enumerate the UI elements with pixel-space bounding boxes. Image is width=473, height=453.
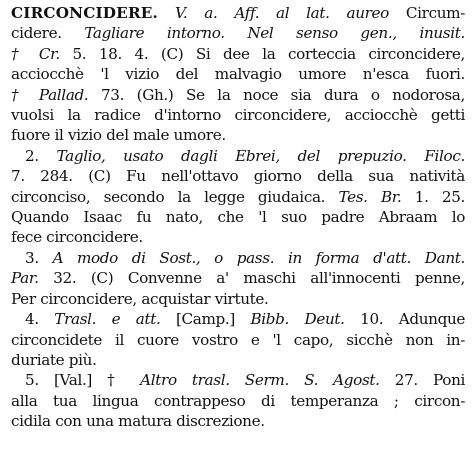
entry-line-17 [11, 330, 465, 350]
citation-source: † Pallad. [11, 85, 89, 104]
citation-text: Per circoncidere, acquistar virtute. [11, 289, 269, 308]
citation-text: circonciso, secondo la legge giudaica. [11, 187, 326, 206]
entry-line-21 [11, 411, 465, 431]
entry-line-7 [11, 125, 465, 145]
entry-line-15 [11, 289, 465, 309]
citation-text: 10. Adunque [360, 310, 466, 329]
sense-definition: A modo di Sost., o pass. in forma d'att. Dant. [52, 248, 466, 267]
editor-tag: [Val.] † [53, 371, 126, 390]
citation-source: Bibb. Deut. [250, 310, 345, 329]
sense-definition: Taglio, usato dagli Ebrei, del prepuzio. Filoc. [56, 146, 465, 165]
citation-text: 27. Poni [394, 371, 466, 390]
citation-text: Quando Isaac fu nato, che 'l suo padre Abraam lo [11, 208, 465, 227]
definition-1: Tagliare intorno. Nel senso gen., inusit. [84, 24, 465, 43]
citation-text: circoncidete il cuore vostro e 'l capo, sicchè non in- [11, 330, 465, 349]
entry-line-19 [11, 370, 465, 390]
sense-number: 3. [25, 248, 39, 267]
citation-text: duriate più. [11, 350, 97, 369]
citation-text: alla tua lingua contrappeso di temperanza ; circon- [11, 391, 465, 410]
entry-line-13 [11, 248, 465, 268]
citation-text: 7. 284. (C) Fu nell'ottavo giorno della sua natività [11, 167, 465, 186]
citation-text: 32. (C) Convenne a' maschi all'innocenti penne, [53, 269, 465, 288]
citation-text: fuore il vizio del male umore. [11, 126, 226, 145]
entry-line-11 [11, 207, 465, 227]
sense-number: 5. [25, 371, 39, 390]
entry-line-3 [11, 44, 465, 64]
grammar-note: V. a. Aff. al lat. aureo [174, 4, 389, 22]
entry-line-18 [11, 350, 465, 370]
etymology-word: Circum- [405, 4, 465, 22]
sense-number: 4. [25, 310, 39, 329]
entry-line-20 [11, 391, 465, 411]
citation-ref: 1. 25. [414, 187, 465, 206]
entry-line-4 [11, 64, 465, 84]
entry-line-14 [11, 268, 465, 288]
editor-tag: [Camp.] [175, 310, 235, 329]
citation-text: vuolsi la radice d'intorno circoncidere, acciocchè getti [11, 106, 465, 125]
citation-text: acciocchè 'l vizio del malvagio umore n'esca fuori. [11, 65, 465, 84]
citation-source: Par. [11, 269, 39, 288]
citation-text: 73. (Gh.) Se la noce sia dura o nodorosa, [100, 85, 465, 104]
sense-definition: Trasl. e att. [54, 310, 161, 329]
entry-line-12 [11, 227, 465, 247]
citation-text: 5. 18. 4. (C) Si dee la corteccia circoncidere, [72, 44, 465, 63]
entry-line-16 [11, 309, 465, 329]
entry-line-8 [11, 146, 465, 166]
entry-line-1 [11, 3, 465, 23]
entry-line-10 [11, 187, 465, 207]
headword: CIRCONCIDERE. [11, 4, 159, 22]
citation-source: Tes. Br. [338, 187, 402, 206]
entry-line-6 [11, 105, 465, 125]
entry-line-2 [11, 23, 465, 43]
citation-text: fece circoncidere. [11, 228, 143, 247]
citation-source: † Cr. [11, 44, 60, 63]
entry-line-9 [11, 166, 465, 186]
sense-definition: Altro trasl. Serm. S. Agost. [140, 371, 380, 390]
entry-line-5 [11, 85, 465, 105]
sense-number: 2. [25, 146, 39, 165]
citation-text: cidila con una matura discrezione. [11, 412, 265, 431]
etymology-cont: cidere. [11, 24, 62, 43]
